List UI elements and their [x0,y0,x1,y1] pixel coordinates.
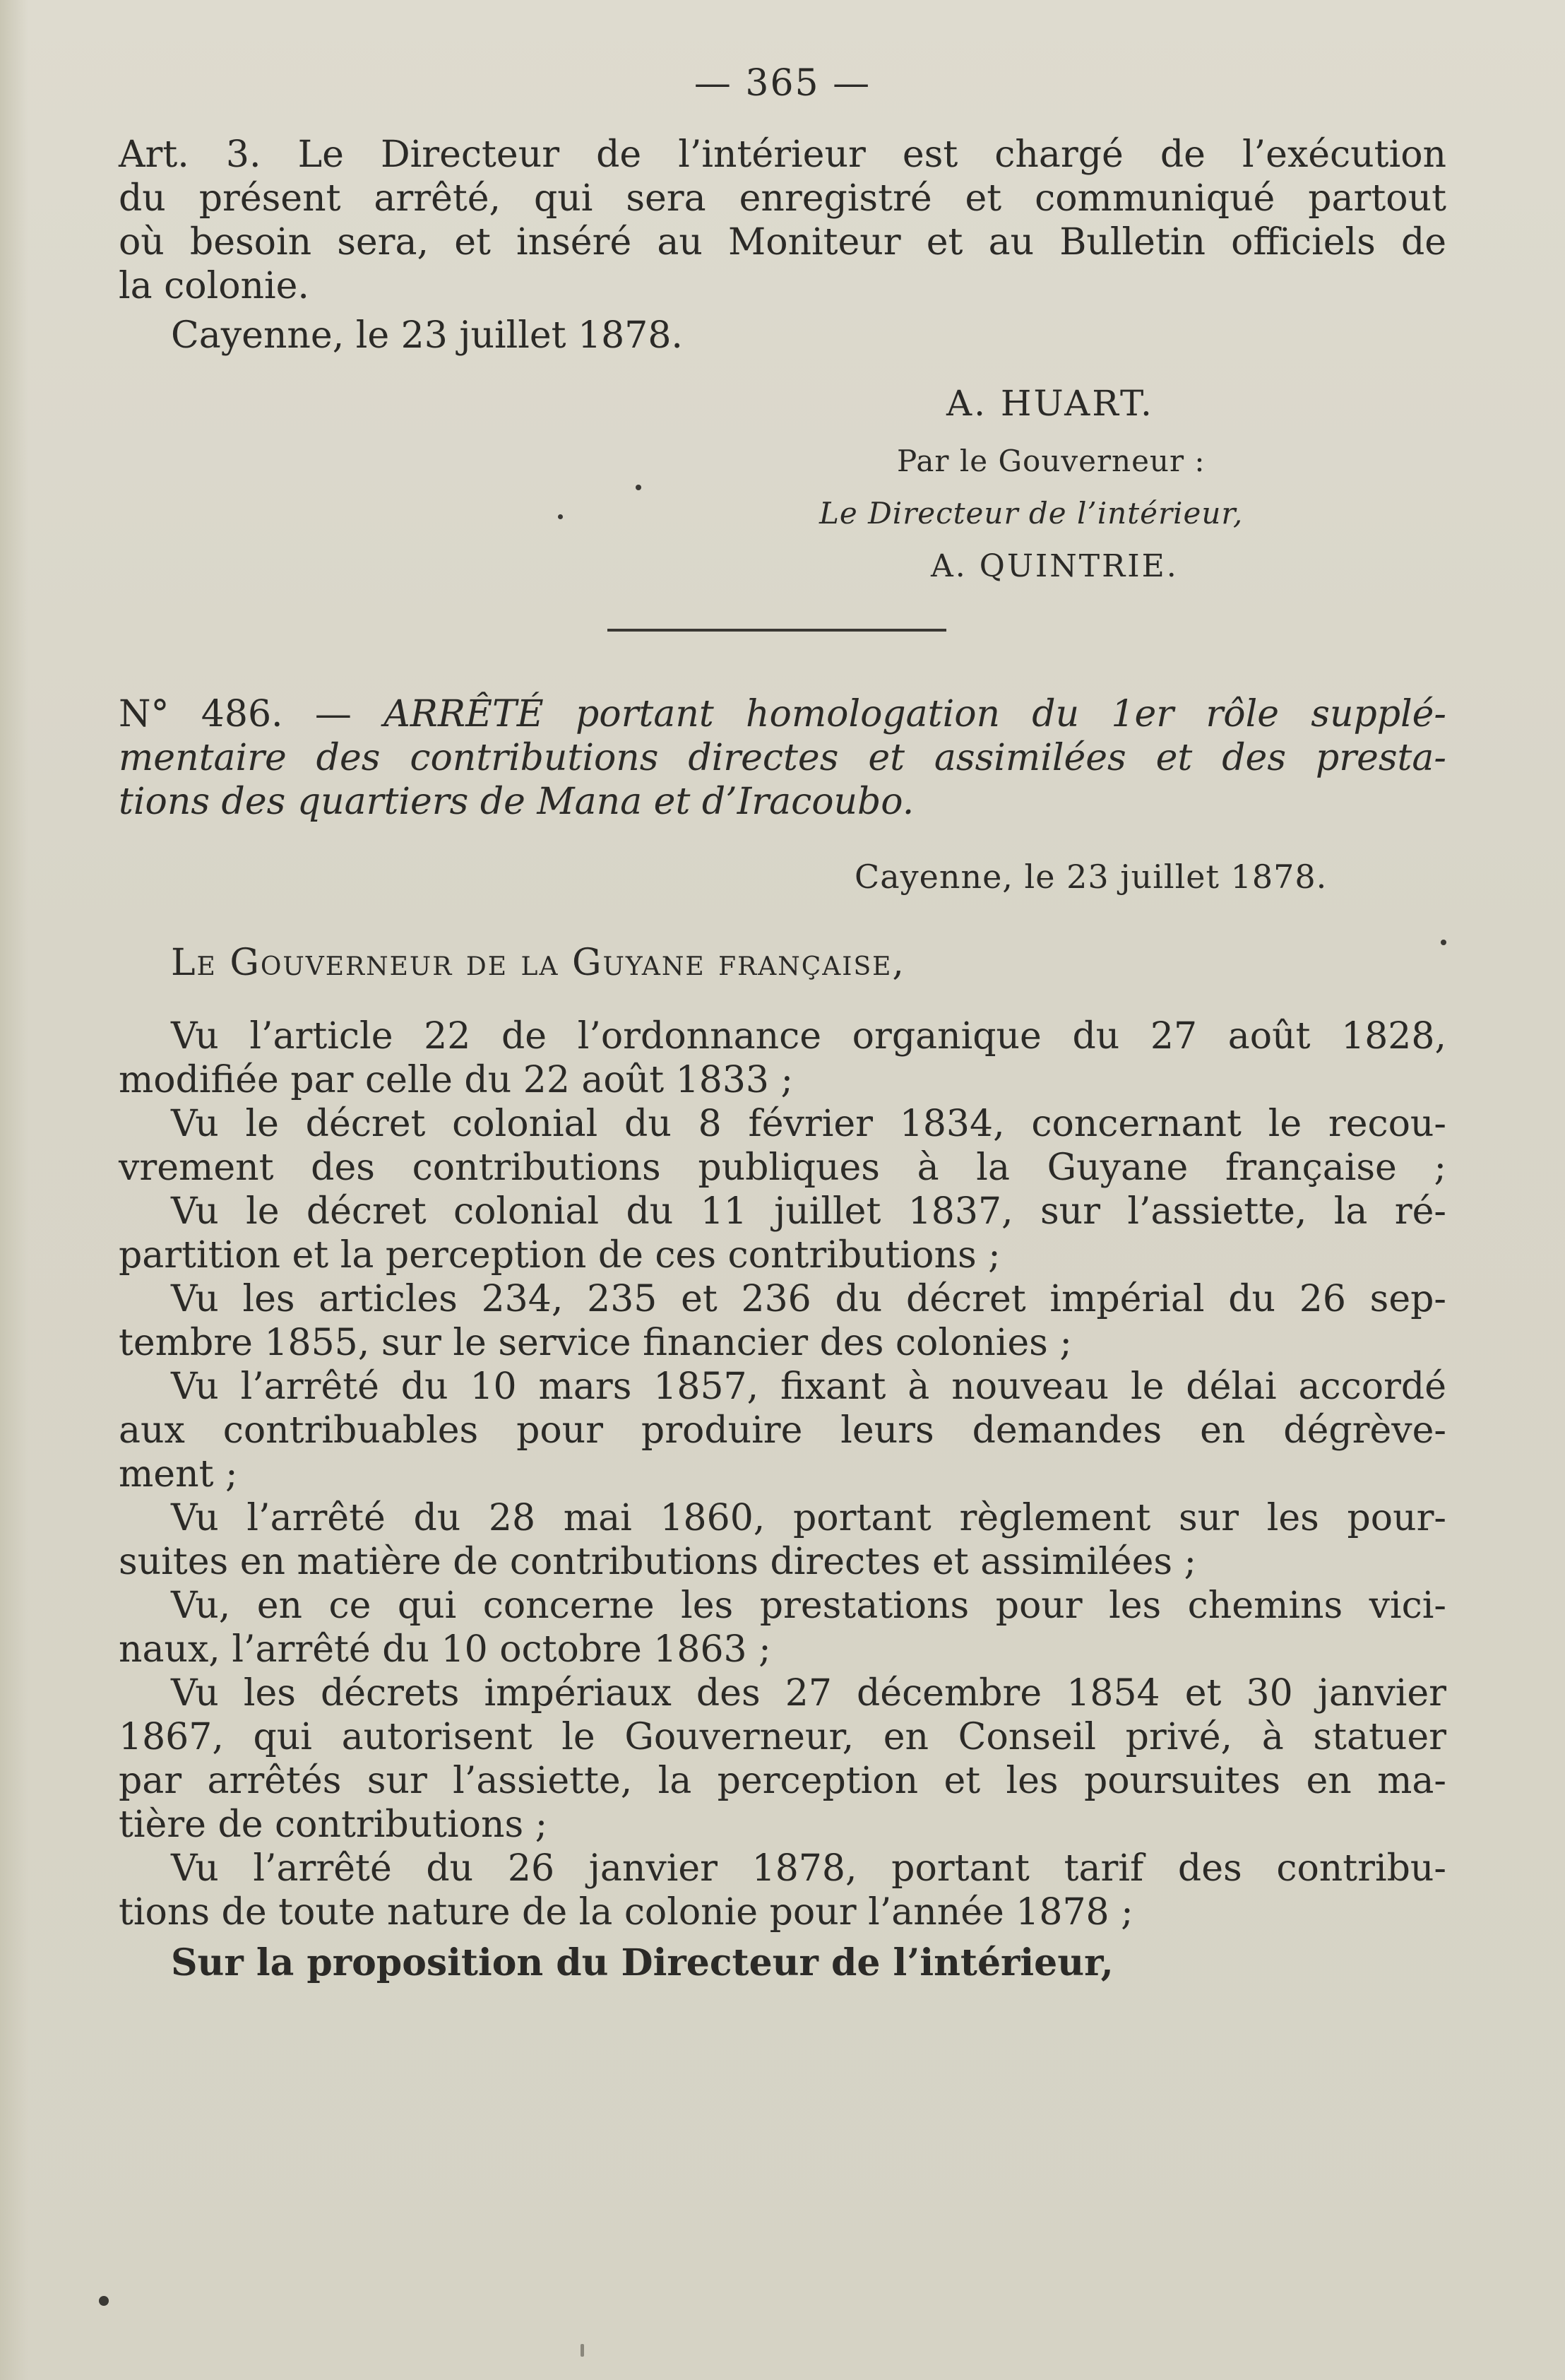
consideration-line: Vu l’arrêté du 10 mars 1857, fixant à nouveau le délai accordé [171,1366,1446,1408]
consideration-line: aux contribuables pour produire leurs demandes en dégrève- [119,1409,1446,1452]
article-line: Art. 3. Le Directeur de l’intérieur est chargé de l’exécution [119,134,1446,176]
decree-heading-line: mentaire des contributions directes et assimilées et des presta- [119,737,1446,779]
ink-speck [636,485,641,490]
consideration-line: 1867, qui autorisent le Gouverneur, en Conseil privé, à statuer [119,1716,1446,1758]
consideration-line: modifiée par celle du 22 août 1833 ; [119,1059,794,1101]
consideration-line: vrement des contributions publiques à la Guyane française ; [119,1147,1446,1189]
page-edge-shadow [0,0,28,2380]
decree-title-part: ARRÊTÉ portant homologation du 1er rôle supplé- [383,693,1447,735]
proposition-line: Sur la proposition du Directeur de l’intérieur, [171,1941,1114,1984]
article-line: où besoin sera, et inséré au Moniteur et au Bulletin officiels de [119,221,1446,264]
ink-speck [99,2296,109,2306]
signature-name: A. QUINTRIE. [931,548,1179,584]
article-3 [119,133,1446,357]
decree-heading-line [119,692,1446,736]
consideration-line: ment ; [119,1453,238,1496]
governor-line-wrap [119,941,1446,985]
decree-date: Cayenne, le 23 juillet 1878. [855,858,1328,896]
article-line: la colonie. [119,265,309,307]
consideration-line: Vu le décret colonial du 8 février 1834, concernant le recou- [171,1103,1446,1145]
decree-number: N° 486. — [119,693,352,735]
consideration-line: partition et la perception de ces contributions ; [119,1234,1001,1277]
consideration-line: Vu les décrets impériaux des 27 décembre 1854 et 30 janvier [171,1672,1446,1715]
consideration-line: par arrêtés sur l’assiette, la perception et les poursuites en ma- [119,1760,1446,1802]
consideration-line: tière de contributions ; [119,1804,548,1846]
consideration-line: Vu l’arrêté du 28 mai 1860, portant règlement sur les pour- [171,1497,1446,1539]
signature-title: Le Directeur de l’intérieur, [819,496,1244,531]
ink-speck [1441,940,1446,945]
consideration-line: Vu, en ce qui concerne les prestations pour les chemins vici- [171,1585,1446,1627]
consideration-line: Vu l’arrêté du 26 janvier 1878, portant tarif des contribu- [171,1847,1446,1890]
consideration-line: naux, l’arrêté du 10 octobre 1863 ; [119,1628,771,1671]
consideration-line: Vu les articles 234, 235 et 236 du décret impérial du 26 sep- [171,1278,1446,1320]
signer-name: A. HUART. [946,383,1154,424]
ink-speck [558,514,563,519]
article-place-date: Cayenne, le 23 juillet 1878. [171,314,683,357]
decree-heading-line: tions des quartiers de Mana et d’Iracoubo. [119,781,915,823]
decree-heading [119,692,1446,824]
signature-par: Par le Gouverneur : [897,444,1206,478]
page-number: — 365 — [694,62,871,105]
consideration-line: tions de toute nature de la colonie pour l’année 1878 ; [119,1891,1133,1934]
consideration-line: Vu le décret colonial du 11 juillet 1837, sur l’assiette, la ré- [171,1190,1446,1233]
section-divider [607,629,946,632]
consideration-line: Vu l’article 22 de l’ordonnance organique du 27 août 1828, [171,1015,1446,1058]
consideration-line: suites en matière de contributions directes et assimilées ; [119,1541,1197,1583]
considerations [119,1014,1446,1985]
article-line: du présent arrêté, qui sera enregistré et communiqué partout [119,177,1446,220]
ink-speck [581,2344,584,2357]
consideration-line: tembre 1855, sur le service financier des colonies ; [119,1322,1072,1364]
governor-line: Le Gouverneur de la Guyane française, [171,942,905,984]
